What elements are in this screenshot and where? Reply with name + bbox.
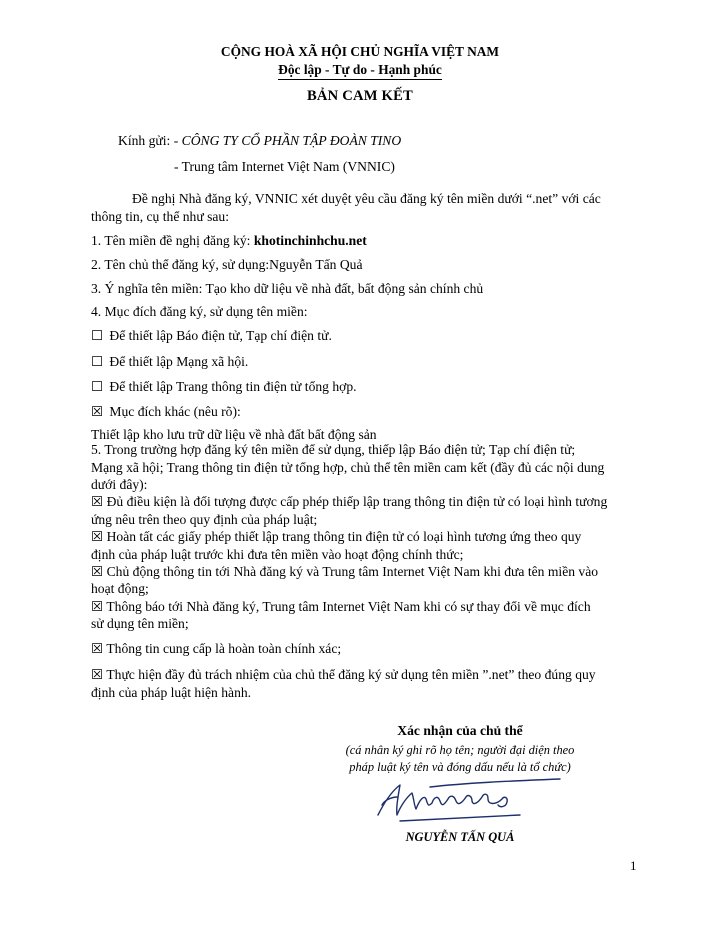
- signature-note-1: (cá nhân ký ghi rõ họ tên; người đại diện theo: [345, 743, 575, 757]
- commitment-line: sử dụng tên miền;: [91, 616, 189, 631]
- signature-title: Xác nhận của chủ thể: [397, 723, 523, 738]
- purpose-text: Để thiết lập Báo điện tử, Tạp chí điện tử.: [109, 328, 332, 343]
- handwritten-signature: [370, 775, 570, 825]
- item-4: 4. Mục đích đăng ký, sử dụng tên miền:: [91, 304, 308, 319]
- signature-note-2: pháp luật ký tên và đóng dấu nếu là tổ chức): [349, 760, 571, 774]
- item-5-line-3: dưới đây):: [91, 477, 148, 492]
- commitment-line: ứng nêu trên theo quy định của pháp luật;: [91, 512, 318, 527]
- recipient-prefix: Kính gửi: -: [118, 133, 182, 148]
- purpose-text: Mục đích khác (nêu rõ):: [109, 404, 241, 419]
- recipient-company: CÔNG TY CỔ PHẦN TẬP ĐOÀN TINO: [181, 133, 402, 148]
- page-number: 1: [630, 858, 637, 873]
- item-1-label: 1. Tên miền đề nghị đăng ký:: [91, 233, 254, 248]
- commitment-line: ☒ Hoàn tất các giấy phép thiết lập trang thông tin điện tử có loại hình tương ứng theo quy: [91, 529, 582, 544]
- motto-text: Độc lập - Tự do - Hạnh phúc: [278, 62, 442, 80]
- item-2: 2. Tên chủ thể đăng ký, sử dụng:Nguyễn Tấn Quả: [91, 257, 363, 272]
- commitment-line: định của pháp luật hiện hành.: [91, 685, 252, 700]
- purpose-item: [91, 403, 643, 421]
- checkbox-unchecked-icon: ☐: [91, 354, 104, 369]
- other-purpose-text: Thiết lập kho lưu trữ dữ liệu về nhà đất bất động sản: [91, 427, 377, 442]
- document-title: BẢN CAM KẾT: [307, 88, 413, 104]
- intro-line-1: Đề nghị Nhà đăng ký, VNNIC xét duyệt yêu cầu đăng ký tên miền dưới “.net” với các: [132, 191, 601, 206]
- purpose-text: Để thiết lập Mạng xã hội.: [109, 354, 249, 369]
- checkbox-unchecked-icon: ☐: [91, 328, 104, 343]
- purpose-item: [91, 327, 643, 345]
- motto: [0, 62, 720, 80]
- commitment-line: ☒ Thực hiện đầy đủ trách nhiệm của chủ thể đăng ký sử dụng tên miền ”.net” theo đúng quy: [91, 667, 596, 682]
- item-5-line-1: 5. Trong trường hợp đăng ký tên miền để sử dụng, thiếp lập Báo điện tử; Tạp chí điện tử;: [91, 442, 576, 457]
- domain-name: khotinchinhchu.net: [253, 233, 367, 248]
- checkbox-unchecked-icon: ☐: [91, 379, 104, 394]
- item-3: 3. Ý nghĩa tên miền: Tạo kho dữ liệu về nhà đất, bất động sản chính chủ: [91, 281, 484, 296]
- signer-name: NGUYỄN TẤN QUẢ: [405, 830, 515, 844]
- purpose-text: Để thiết lập Trang thông tin điện tử tổng hợp.: [109, 379, 357, 394]
- item-5-line-2: Mạng xã hội; Trang thông tin điện tử tổng hợp, chủ thể tên miền cam kết (đầy đủ các nội dung: [91, 460, 605, 475]
- purpose-item: [91, 353, 643, 371]
- commitment-line: ☒ Đủ điều kiện là đối tượng được cấp phép thiếp lập trang thông tin điện tử có loại hình tương: [91, 494, 608, 509]
- checkbox-checked-icon: ☒: [91, 404, 104, 419]
- purpose-item: [91, 378, 643, 396]
- recipient-line-2: - Trung tâm Internet Việt Nam (VNNIC): [174, 159, 395, 174]
- item-1: [91, 232, 643, 250]
- commitment-line: ☒ Thông báo tới Nhà đăng ký, Trung tâm Internet Việt Nam khi có sự thay đổi về mục đích: [91, 599, 591, 614]
- commitment-line: hoạt động;: [91, 581, 149, 596]
- commitment-line: định của pháp luật trước khi đưa tên miền vào hoạt động chính thức;: [91, 547, 464, 562]
- national-title: CỘNG HOÀ XÃ HỘI CHỦ NGHĨA VIỆT NAM: [220, 44, 500, 59]
- commitment-line: ☒ Thông tin cung cấp là hoàn toàn chính xác;: [91, 641, 342, 656]
- commitment-line: ☒ Chủ động thông tin tới Nhà đăng ký và Trung tâm Internet Việt Nam khi đưa tên miền vào: [91, 564, 599, 579]
- recipient-line-1: [118, 132, 670, 150]
- intro-line-2: thông tin, cụ thể như sau:: [91, 209, 230, 224]
